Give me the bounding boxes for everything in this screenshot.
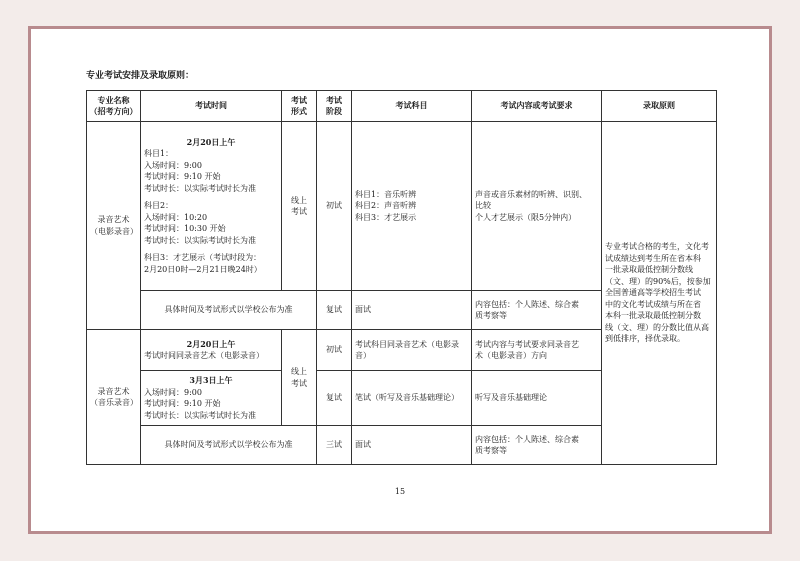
music-subject2-cell: 笔试（听写及音乐基础理论） — [352, 371, 472, 426]
film-contents-cell: 声音或音乐素材的听辨、识别、 比较 个人才艺展示（限5分钟内） — [472, 122, 602, 291]
exam-schedule-table — [86, 90, 717, 465]
music-stage1-cell: 初试 — [317, 330, 352, 371]
music-time1-cell: 2月20日上午 考试时间同录音艺术（电影录音） — [141, 330, 282, 371]
header-stage: 考试 阶段 — [317, 91, 352, 122]
admission-principle-cell: 专业考试合格的考生，文化考 试成绩达到考生所在省本科 一批录取最低控制分数线 （文、理）的90%后，按参加 全国普通高等学校招生考试 中的文化考试成绩与所在省 本科一批录取最低控制分数 线（文、理）的分数比值从高 到低排序，择优录取。 — [602, 122, 717, 465]
film-form-cell: 线上 考试 — [282, 122, 317, 291]
film-retest-subject-cell: 面试 — [352, 291, 472, 330]
music-major-cell: 录音艺术 （音乐录音） — [87, 330, 141, 465]
header-content: 考试内容或考试要求 — [472, 91, 602, 122]
music-time3-cell: 具体时间及考试形式以学校公布为准 — [141, 426, 317, 465]
film-subjects-cell: 科目1：音乐听辨 科目2：声音听辨 科目3：才艺展示 — [352, 122, 472, 291]
page-number: 15 — [394, 487, 406, 496]
section-heading: 专业考试安排及录取原则： — [86, 71, 195, 81]
film-major-cell: 录音艺术 （电影录音） — [87, 122, 141, 330]
music-content1-cell: 考试内容与考试要求同录音艺 术（电影录音）方向 — [472, 330, 602, 371]
music-subject3-cell: 面试 — [352, 426, 472, 465]
music-subject1-cell: 考试科目同录音艺术（电影录 音） — [352, 330, 472, 371]
music-stage2-cell: 复试 — [317, 371, 352, 426]
header-principle: 录取原则 — [602, 91, 717, 122]
header-time: 考试时间 — [141, 91, 282, 122]
film-stage2-cell: 复试 — [317, 291, 352, 330]
film-first-round-row — [87, 122, 717, 291]
header-major: 专业名称 （招考方向） — [87, 91, 141, 122]
header-form: 考试 形式 — [282, 91, 317, 122]
music-stage3-cell: 三试 — [317, 426, 352, 465]
header-subject: 考试科目 — [352, 91, 472, 122]
music-form-cell: 线上 考试 — [282, 330, 317, 426]
film-time-cell: 2月20日上午 科目1： 入场时间：9:00 考试时间：9:10 开始 考试时长：以实际考试时长为准 科目2： 入场时间：10:20 考试时间：10:30 开始 考试时长：以实际考试时长为准 科目3：才艺展示（考试时段为： 2月20日0时—2月21日晚24时） — [141, 122, 282, 291]
music-time2-cell: 3月3日上午 入场时间：9:00 考试时间：9:10 开始 考试时长：以实际考试时长为准 — [141, 371, 282, 426]
film-retest-content-cell: 内容包括：个人陈述、综合素 质考察等 — [472, 291, 602, 330]
music-content2-cell: 听写及音乐基础理论 — [472, 371, 602, 426]
film-stage1-cell: 初试 — [317, 122, 352, 291]
header-row — [87, 91, 717, 122]
film-retest-time-cell: 具体时间及考试形式以学校公布为准 — [141, 291, 317, 330]
music-content3-cell: 内容包括：个人陈述、综合素 质考察等 — [472, 426, 602, 465]
